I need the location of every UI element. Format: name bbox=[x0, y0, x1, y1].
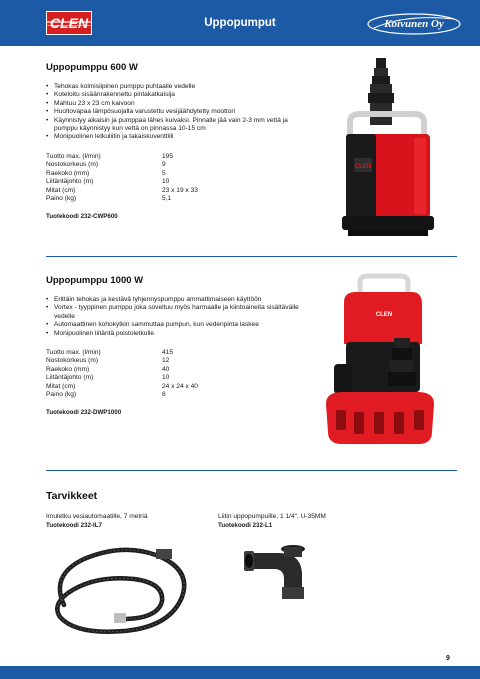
elbow-connector-image bbox=[244, 545, 310, 601]
spec-label: Nostokorkeus (m) bbox=[46, 357, 99, 365]
spec-row bbox=[46, 178, 198, 186]
spec-row bbox=[46, 357, 198, 365]
feature-item: • Vortex - tyyppinen pumppu joka soveltuu myös harmaalle ja kiintoaineita sisältävälle vedelle bbox=[46, 304, 318, 321]
feature-item: • Monipuolinen letkuliitin ja takaiskuventtiili bbox=[46, 133, 306, 141]
feature-item: • Koteloitu sisäänrakennettu pintakatkaisija bbox=[46, 91, 306, 99]
accessory1-code: Tuotekoodi 232-IL7 bbox=[46, 522, 102, 529]
spec-value: 5,1 bbox=[162, 195, 172, 203]
product1-spec-table bbox=[46, 153, 198, 203]
spec-label: Liitäntäjohto (m) bbox=[46, 178, 94, 186]
accessory2-name: Liitin uppopumpuille, 1 1/4", U-35MM bbox=[218, 513, 326, 520]
spec-label: Paino (kg) bbox=[46, 195, 77, 203]
spec-label: Liitäntäjohto (m) bbox=[46, 374, 94, 382]
feature-item: • Monipuolinen liitäntä poistoletkulle bbox=[46, 330, 318, 338]
spec-row bbox=[46, 170, 198, 178]
feature-item: • Erittäin tehokas ja kestävä tyhjennyspumppu ammattimaiseen käyttöön bbox=[46, 296, 318, 304]
svg-text:CLEN: CLEN bbox=[375, 312, 393, 318]
accessory1-name: Imuletku vesiautomaatille, 7 metriä bbox=[46, 513, 148, 520]
spec-value: 10 bbox=[162, 178, 170, 186]
spec-label: Mitat (cm) bbox=[46, 186, 76, 194]
spec-label: Nostokorkeus (m) bbox=[46, 161, 99, 169]
spec-row bbox=[46, 374, 198, 382]
feature-item: • Automaattinen kohokytkin sammuttaa pumpun, kun vedenpinta laskee bbox=[46, 321, 318, 329]
accessory2-code: Tuotekoodi 232-L1 bbox=[218, 522, 273, 529]
spec-value: 9 bbox=[162, 161, 166, 169]
product1-feature-list bbox=[46, 83, 306, 142]
page-header-title: Uppopumput bbox=[204, 17, 276, 29]
svg-text:CLEN: CLEN bbox=[354, 164, 372, 170]
section-divider bbox=[46, 470, 457, 471]
pump-600w-image bbox=[330, 58, 442, 238]
spec-value: 195 bbox=[162, 153, 174, 160]
spec-row bbox=[46, 383, 198, 391]
product1-title: Uppopumppu 600 W bbox=[46, 62, 138, 73]
spec-row bbox=[46, 161, 198, 169]
product2-feature-list bbox=[46, 296, 318, 338]
page-number: 9 bbox=[446, 655, 450, 662]
accessories-title: Tarvikkeet bbox=[46, 490, 98, 502]
pump-1000w-image bbox=[322, 272, 438, 450]
feature-item: • Huoltovapaa lämpösuojalla varustettu vesijäähdytetty moottori bbox=[46, 108, 306, 116]
feature-item: • Käynnistyy aikaisin ja pumppaa lähes kuivaksi. Pinnalle jää vain 2-3 mm vettä ja pumppu käynnistyy kun vettä on pinnassa 10-15 cm bbox=[46, 117, 306, 134]
spec-label: Tuotto max. (l/min) bbox=[46, 349, 101, 356]
product2-code: Tuotekoodi 232-DWP1000 bbox=[46, 409, 122, 416]
spec-row bbox=[46, 349, 198, 357]
spec-value: 23 x 19 x 33 bbox=[162, 186, 198, 194]
svg-text:CLEN: CLEN bbox=[49, 15, 89, 31]
spec-label: Tuotto max. (l/min) bbox=[46, 153, 101, 160]
spec-row bbox=[46, 391, 198, 399]
spec-value: 40 bbox=[162, 365, 170, 373]
product1-code: Tuotekoodi 232-CWP600 bbox=[46, 213, 118, 220]
clen-logo bbox=[46, 11, 92, 35]
svg-text:Koivunen Oy: Koivunen Oy bbox=[384, 18, 444, 30]
spec-value: 12 bbox=[162, 357, 170, 365]
spec-label: Paino (kg) bbox=[46, 391, 77, 399]
product2-title: Uppopumppu 1000 W bbox=[46, 275, 144, 286]
spec-row bbox=[46, 366, 198, 374]
spec-row bbox=[46, 153, 198, 161]
spec-label: Raekoko (mm) bbox=[46, 365, 90, 373]
spec-value: 5 bbox=[162, 169, 166, 177]
spec-value: 10 bbox=[162, 374, 170, 382]
spec-label: Raekoko (mm) bbox=[46, 169, 90, 177]
spec-value: 415 bbox=[162, 349, 174, 356]
koivunen-logo bbox=[366, 10, 462, 38]
footer-bar bbox=[0, 666, 480, 679]
suction-hose-image bbox=[44, 535, 200, 641]
feature-item: • Mahtuu 23 x 23 cm kaivoon bbox=[46, 100, 306, 108]
spec-row bbox=[46, 187, 198, 195]
spec-label: Mitat (cm) bbox=[46, 382, 76, 390]
spec-row bbox=[46, 195, 198, 203]
feature-item: • Tehokas kolmisiipinen pumppu puhtaalle vedelle bbox=[46, 83, 306, 91]
spec-value: 8 bbox=[162, 391, 166, 399]
section-divider bbox=[46, 256, 457, 257]
spec-value: 24 x 24 x 40 bbox=[162, 382, 198, 390]
product2-spec-table bbox=[46, 349, 198, 399]
